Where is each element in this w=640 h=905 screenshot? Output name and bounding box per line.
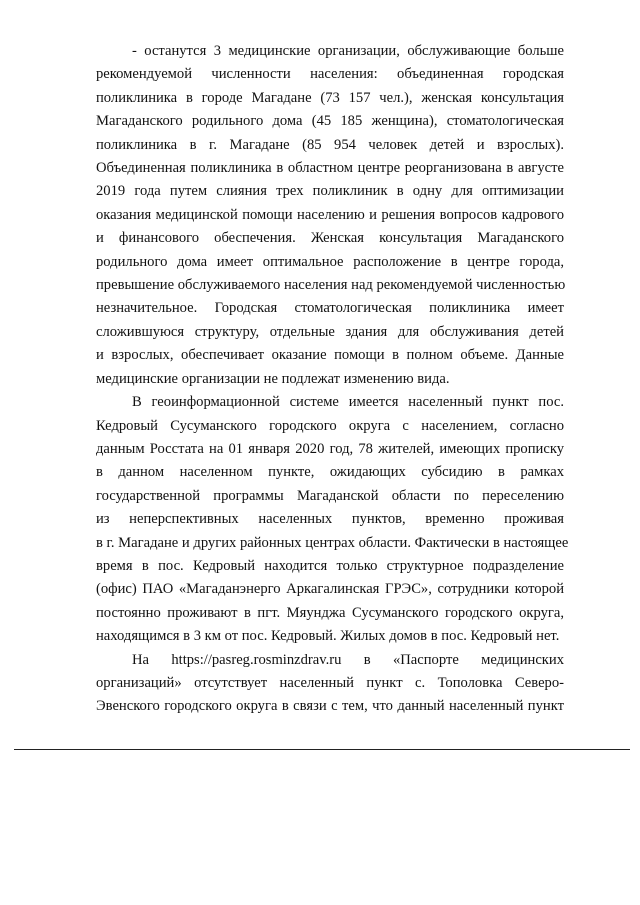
text-line: 2019 года путем слияния трех поликлиник в одну для оптимизации [96,183,564,200]
paragraph-2 [96,391,569,648]
text-line: и взрослых, обеспечивает оказание помощи в полном объеме. Данные [96,347,564,364]
text-line: сложившуюся структуру, отдельные здания для обслуживания детей [96,323,564,340]
text-line: Эвенского городского округа в связи с тем, что данный населенный пункт [96,698,564,715]
text-line: государственной программы Магаданской области по переселению [96,487,564,504]
text-line: поликлиника в городе Магадане (73 157 чел.), женская консультация [96,89,564,106]
text-line: время в пос. Кедровый находится только структурное подразделение [96,557,564,574]
text-line: Кедровый Сусуманского городского округа с населением, согласно [96,417,564,434]
text-line: находящимся в 3 км от пос. Кедровый. Жилых домов в пос. Кедровый нет. [96,628,560,645]
text-line: рекомендуемой численности населения: объединенная городская [96,66,564,83]
text-line: постоянно проживают в пгт. Мяунджа Сусуманского городского округа, [96,604,564,621]
text-line: из неперспективных населенных пунктов, временно проживая [96,511,564,528]
text-line: На https://pasreg.rosminzdrav.ru в «Паспорте медицинских [132,651,564,668]
text-line: В геоинформационной системе имеется населенный пункт пос. [132,394,564,411]
text-line: в данном населенном пункте, ожидающих субсидию в рамках [96,464,564,481]
text-line: в г. Магадане и других районных центрах области. Фактически в настоящее [96,534,569,551]
text-line: (офис) ПАО «Магаданэнерго Аркагалинская ГРЭС», сотрудники которой [96,581,564,598]
text-line: поликлиника в г. Магадане (85 954 человек детей и взрослых). [96,136,564,153]
text-line: медицинские организации не подлежат изменению вида. [96,370,450,387]
text-line: данным Росстата на 01 января 2020 год, 78 жителей, имеющих прописку [96,440,564,457]
text-line: оказания медицинской помощи населению и решения вопросов кадрового [96,206,564,223]
paragraph-1 [96,40,564,391]
text-line: Магаданского родильного дома (45 185 женщина), стоматологическая [96,113,564,130]
text-line: незначительное. Городская стоматологическая поликлиника имеет [96,300,564,317]
paragraph-3 [96,649,564,719]
document-body [96,40,569,719]
text-line: организаций» отсутствует населенный пункт с. Тополовка Северо- [96,674,564,691]
page-separator-line [14,749,630,750]
text-line: Объединенная поликлиника в областном центре реорганизована в августе [96,160,564,177]
text-line: и финансового обеспечения. Женская консультация Магаданского [96,230,564,247]
text-line: родильного дома имеет оптимальное расположение в центре города, [96,253,564,270]
text-line: превышение обслуживаемого населения над рекомендуемой численностью [96,277,566,294]
text-line: - останутся 3 медицинские организации, обслуживающие больше [132,43,564,59]
